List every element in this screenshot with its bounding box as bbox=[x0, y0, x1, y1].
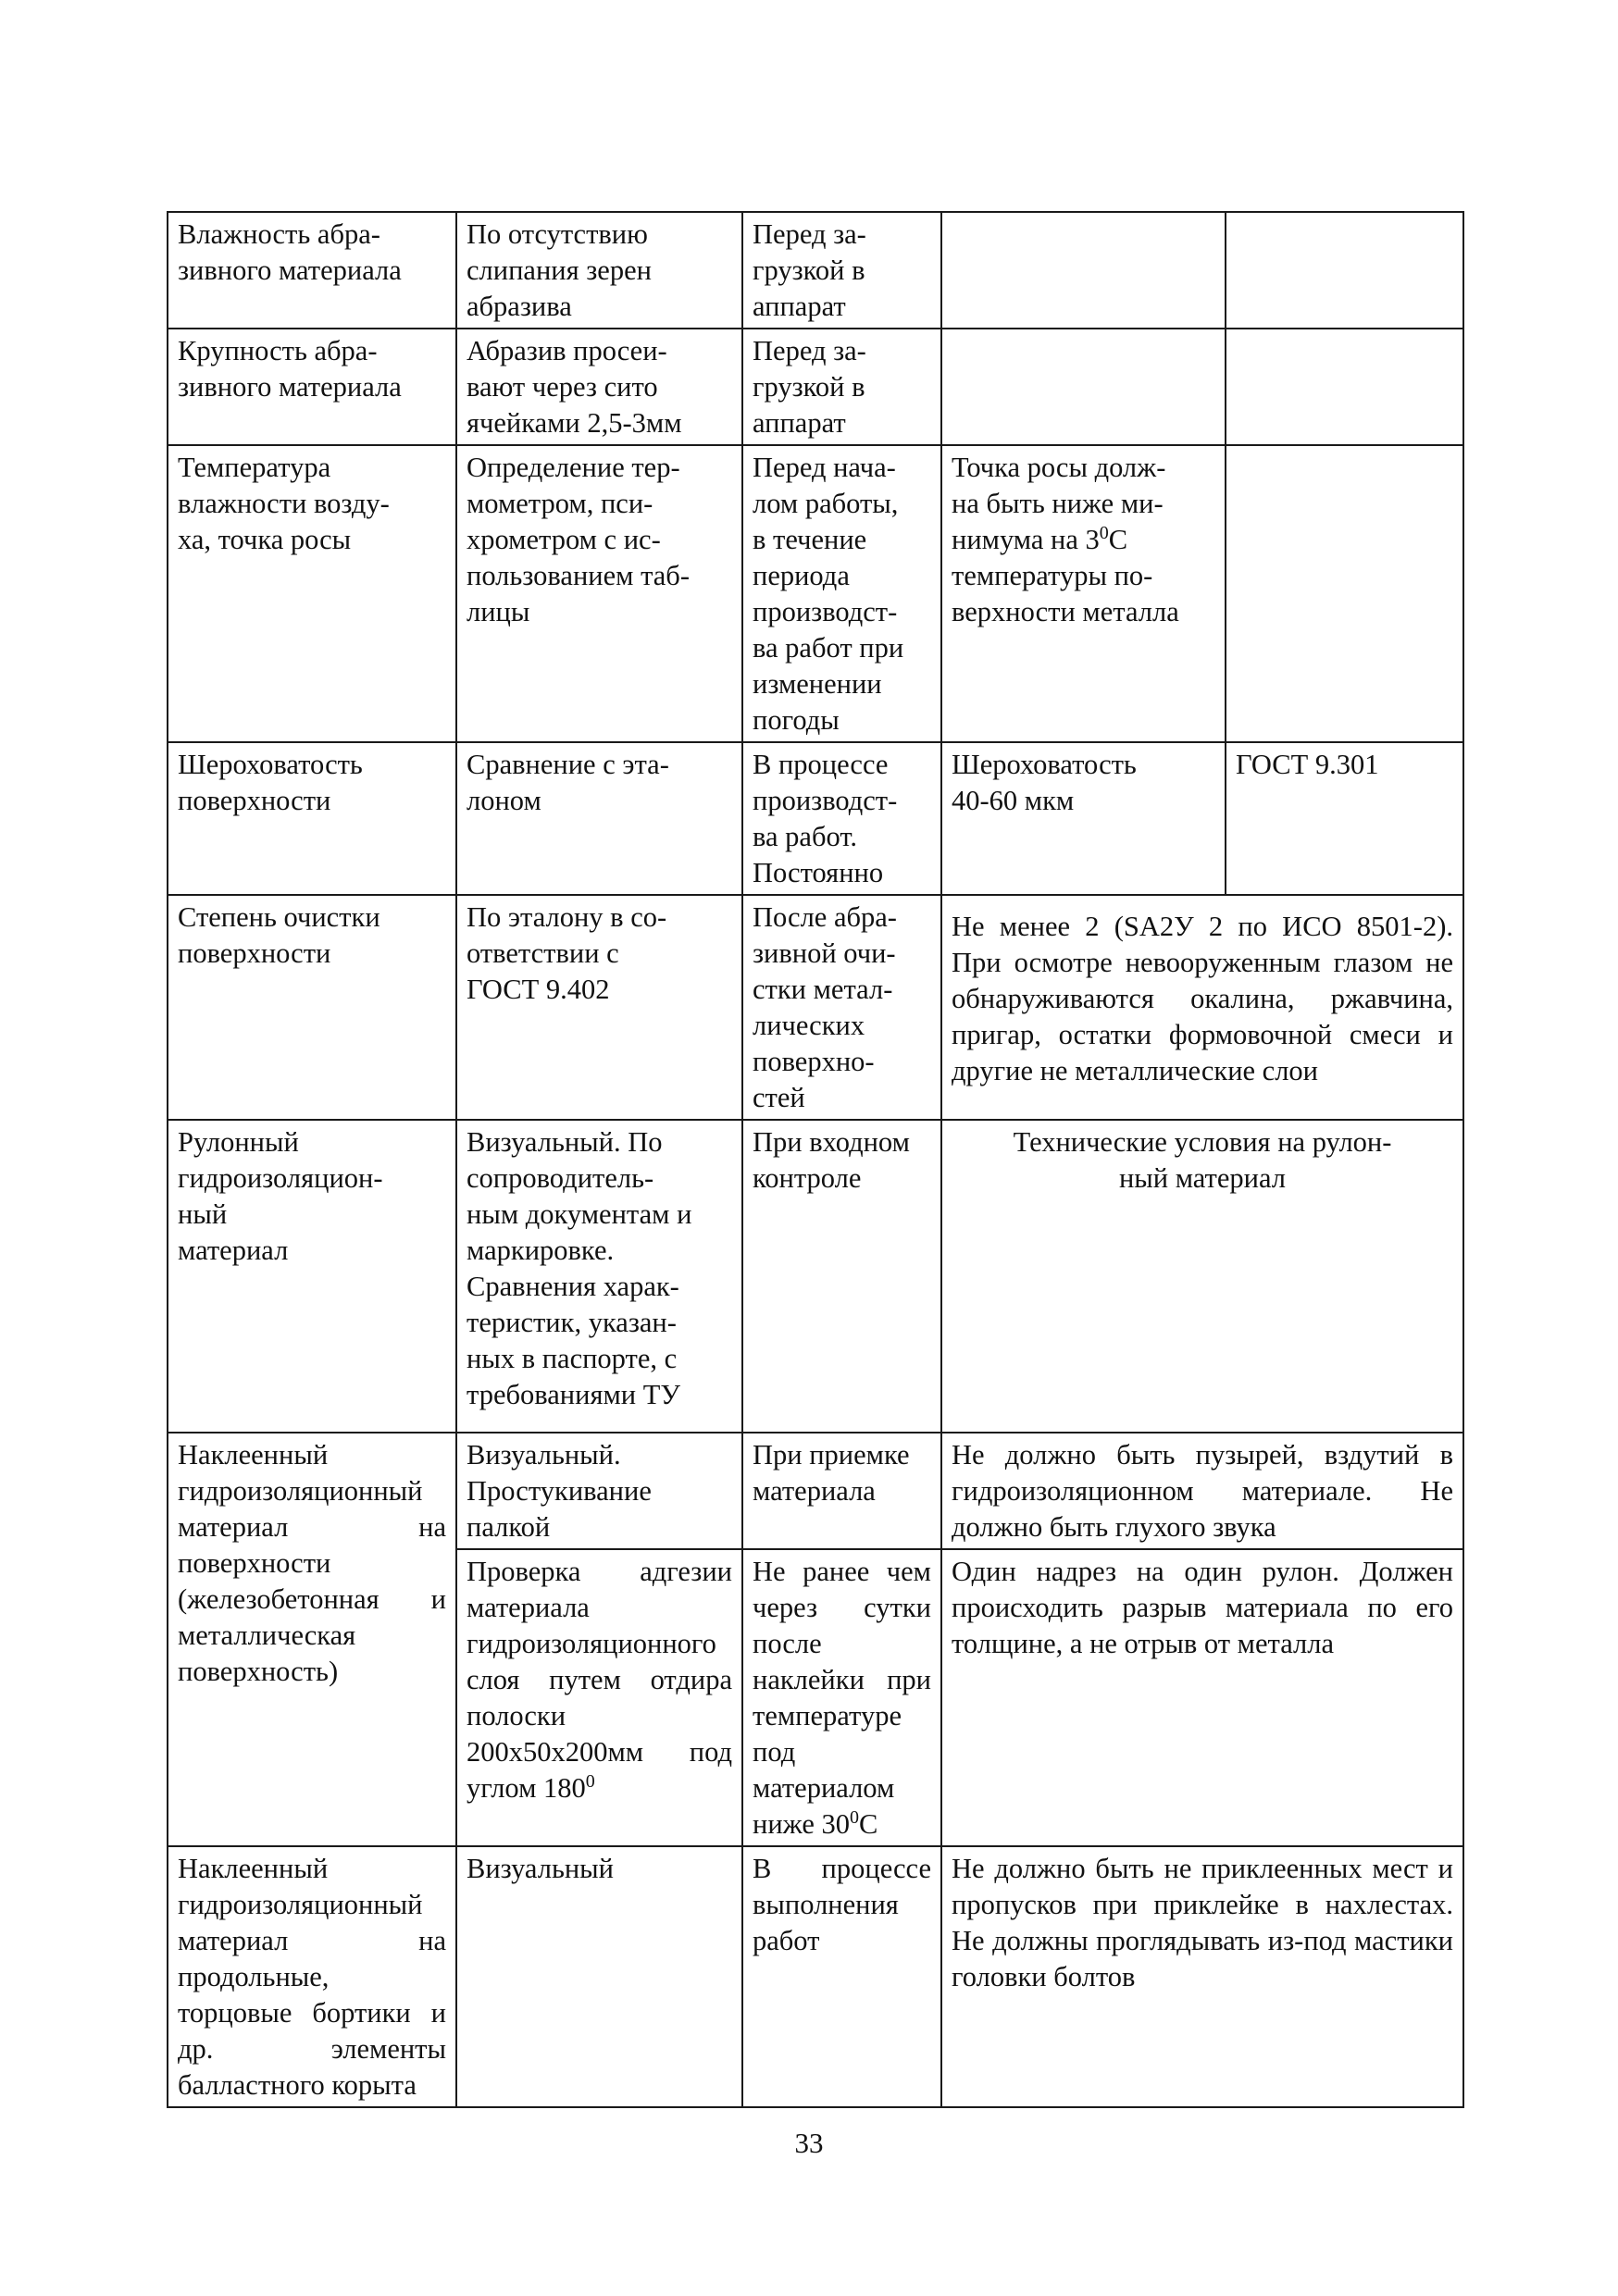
degree-superscript: 0 bbox=[1099, 522, 1109, 543]
timing-cell: В процессе производст- ва работ. Постоянно bbox=[742, 742, 941, 895]
timing-cell: В процессе выполнения работ bbox=[742, 1846, 941, 2107]
parameter-cell: Крупность абра- зивного материала bbox=[168, 329, 456, 445]
timing-cell bbox=[742, 1549, 941, 1846]
table-row bbox=[168, 1433, 1463, 1549]
requirement-cell: Не должно быть не приклеенных мест и пропусков при приклейке в нахлестах. Не должны проглядывать из-под мастики головки болтов bbox=[941, 1846, 1463, 2107]
method-cell: Визуальный bbox=[456, 1846, 742, 2107]
parameter-cell: Температура влажности возду- ха, точка росы bbox=[168, 445, 456, 742]
timing-cell: Перед за- грузкой в аппарат bbox=[742, 212, 941, 329]
degree-superscript: 0 bbox=[585, 1770, 595, 1792]
parameter-cell: Наклеенный гидроизоляционный материал на поверхности (железобетонная и металлическая поверхность) bbox=[168, 1433, 456, 1846]
table-row bbox=[168, 212, 1463, 329]
table-row bbox=[168, 329, 1463, 445]
parameter-cell: Степень очистки поверхности bbox=[168, 895, 456, 1120]
parameter-cell: Влажность абра- зивного материала bbox=[168, 212, 456, 329]
page-number: 33 bbox=[794, 2127, 824, 2159]
method-cell: По эталону в со- ответствии с ГОСТ 9.402 bbox=[456, 895, 742, 1120]
standard-cell bbox=[1226, 329, 1463, 445]
parameter-cell: Наклеенный гидроизоляционный материал на продольные, торцовые бортики и др. элементы балластного корыта bbox=[168, 1846, 456, 2107]
method-cell: По отсутствию слипания зерен абразива bbox=[456, 212, 742, 329]
timing-cell: Перед за- грузкой в аппарат bbox=[742, 329, 941, 445]
table-row bbox=[168, 1120, 1463, 1433]
timing-cell: После абра- зивной очи- стки метал- лических поверхно- стей bbox=[742, 895, 941, 1120]
timing-text: С bbox=[858, 1808, 878, 1840]
requirement-cell: Один надрез на один рулон. Должен происходить разрыв материала по его толщине, а не отрыв от металла bbox=[941, 1549, 1463, 1846]
parameter-cell: Рулонный гидроизоляцион- ный материал bbox=[168, 1120, 456, 1433]
requirement-cell: Не должно быть пузырей, вздутий в гидроизоляционном материале. Не должно быть глухого звука bbox=[941, 1433, 1463, 1549]
method-cell: Абразив просеи- вают через сито ячейками 2,5-3мм bbox=[456, 329, 742, 445]
method-cell: Определение тер- мометром, пси- хрометром с ис- пользованием таб- лицы bbox=[456, 445, 742, 742]
requirement-cell bbox=[941, 212, 1226, 329]
requirement-cell: Технические условия на рулон- ный материал bbox=[941, 1120, 1463, 1433]
standard-cell bbox=[1226, 212, 1463, 329]
method-cell: Визуальный. Простукивание палкой bbox=[456, 1433, 742, 1549]
table-row bbox=[168, 895, 1463, 1120]
method-cell: Сравнение с эта- лоном bbox=[456, 742, 742, 895]
timing-cell: Перед нача- лом работы, в течение периода производст- ва работ при изменении погоды bbox=[742, 445, 941, 742]
timing-cell: При входном контроле bbox=[742, 1120, 941, 1433]
requirement-cell bbox=[941, 445, 1226, 742]
table-row bbox=[168, 445, 1463, 742]
timing-text: Не ранее чем через сутки после наклейки при температуре под материалом ниже 30 bbox=[753, 1556, 931, 1840]
standard-cell: ГОСТ 9.301 bbox=[1226, 742, 1463, 895]
degree-superscript: 0 bbox=[849, 1806, 859, 1828]
parameter-cell: Шероховатость поверхности bbox=[168, 742, 456, 895]
table-row bbox=[168, 1846, 1463, 2107]
table-row bbox=[168, 742, 1463, 895]
requirement-text: С температуры по- верхности металла bbox=[952, 524, 1179, 627]
requirement-text: Точка росы долж- на быть ниже ми- нимума на 3 bbox=[952, 452, 1166, 555]
requirement-cell: Шероховатость 40-60 мкм bbox=[941, 742, 1226, 895]
method-cell bbox=[456, 1549, 742, 1846]
requirement-cell bbox=[941, 329, 1226, 445]
method-cell: Визуальный. По сопроводитель- ным документам и маркировке. Сравнения харак- теристик, указан- ных в паспорте, с требованиями ТУ bbox=[456, 1120, 742, 1433]
timing-cell: При приемке материала bbox=[742, 1433, 941, 1549]
method-text: Проверка адгезии материала гидроизоляционного слоя путем отдира полоски 200х50х200мм под углом 180 bbox=[467, 1556, 732, 1804]
quality-control-table bbox=[167, 211, 1464, 2108]
document-page bbox=[167, 211, 1462, 2108]
standard-cell bbox=[1226, 445, 1463, 742]
requirement-cell: Не менее 2 (SA2У 2 по ИСО 8501-2). При осмотре невооруженным глазом не обнаруживаются окалина, ржавчина, пригар, остатки формовочной смеси и другие не металлические слои bbox=[941, 895, 1463, 1120]
